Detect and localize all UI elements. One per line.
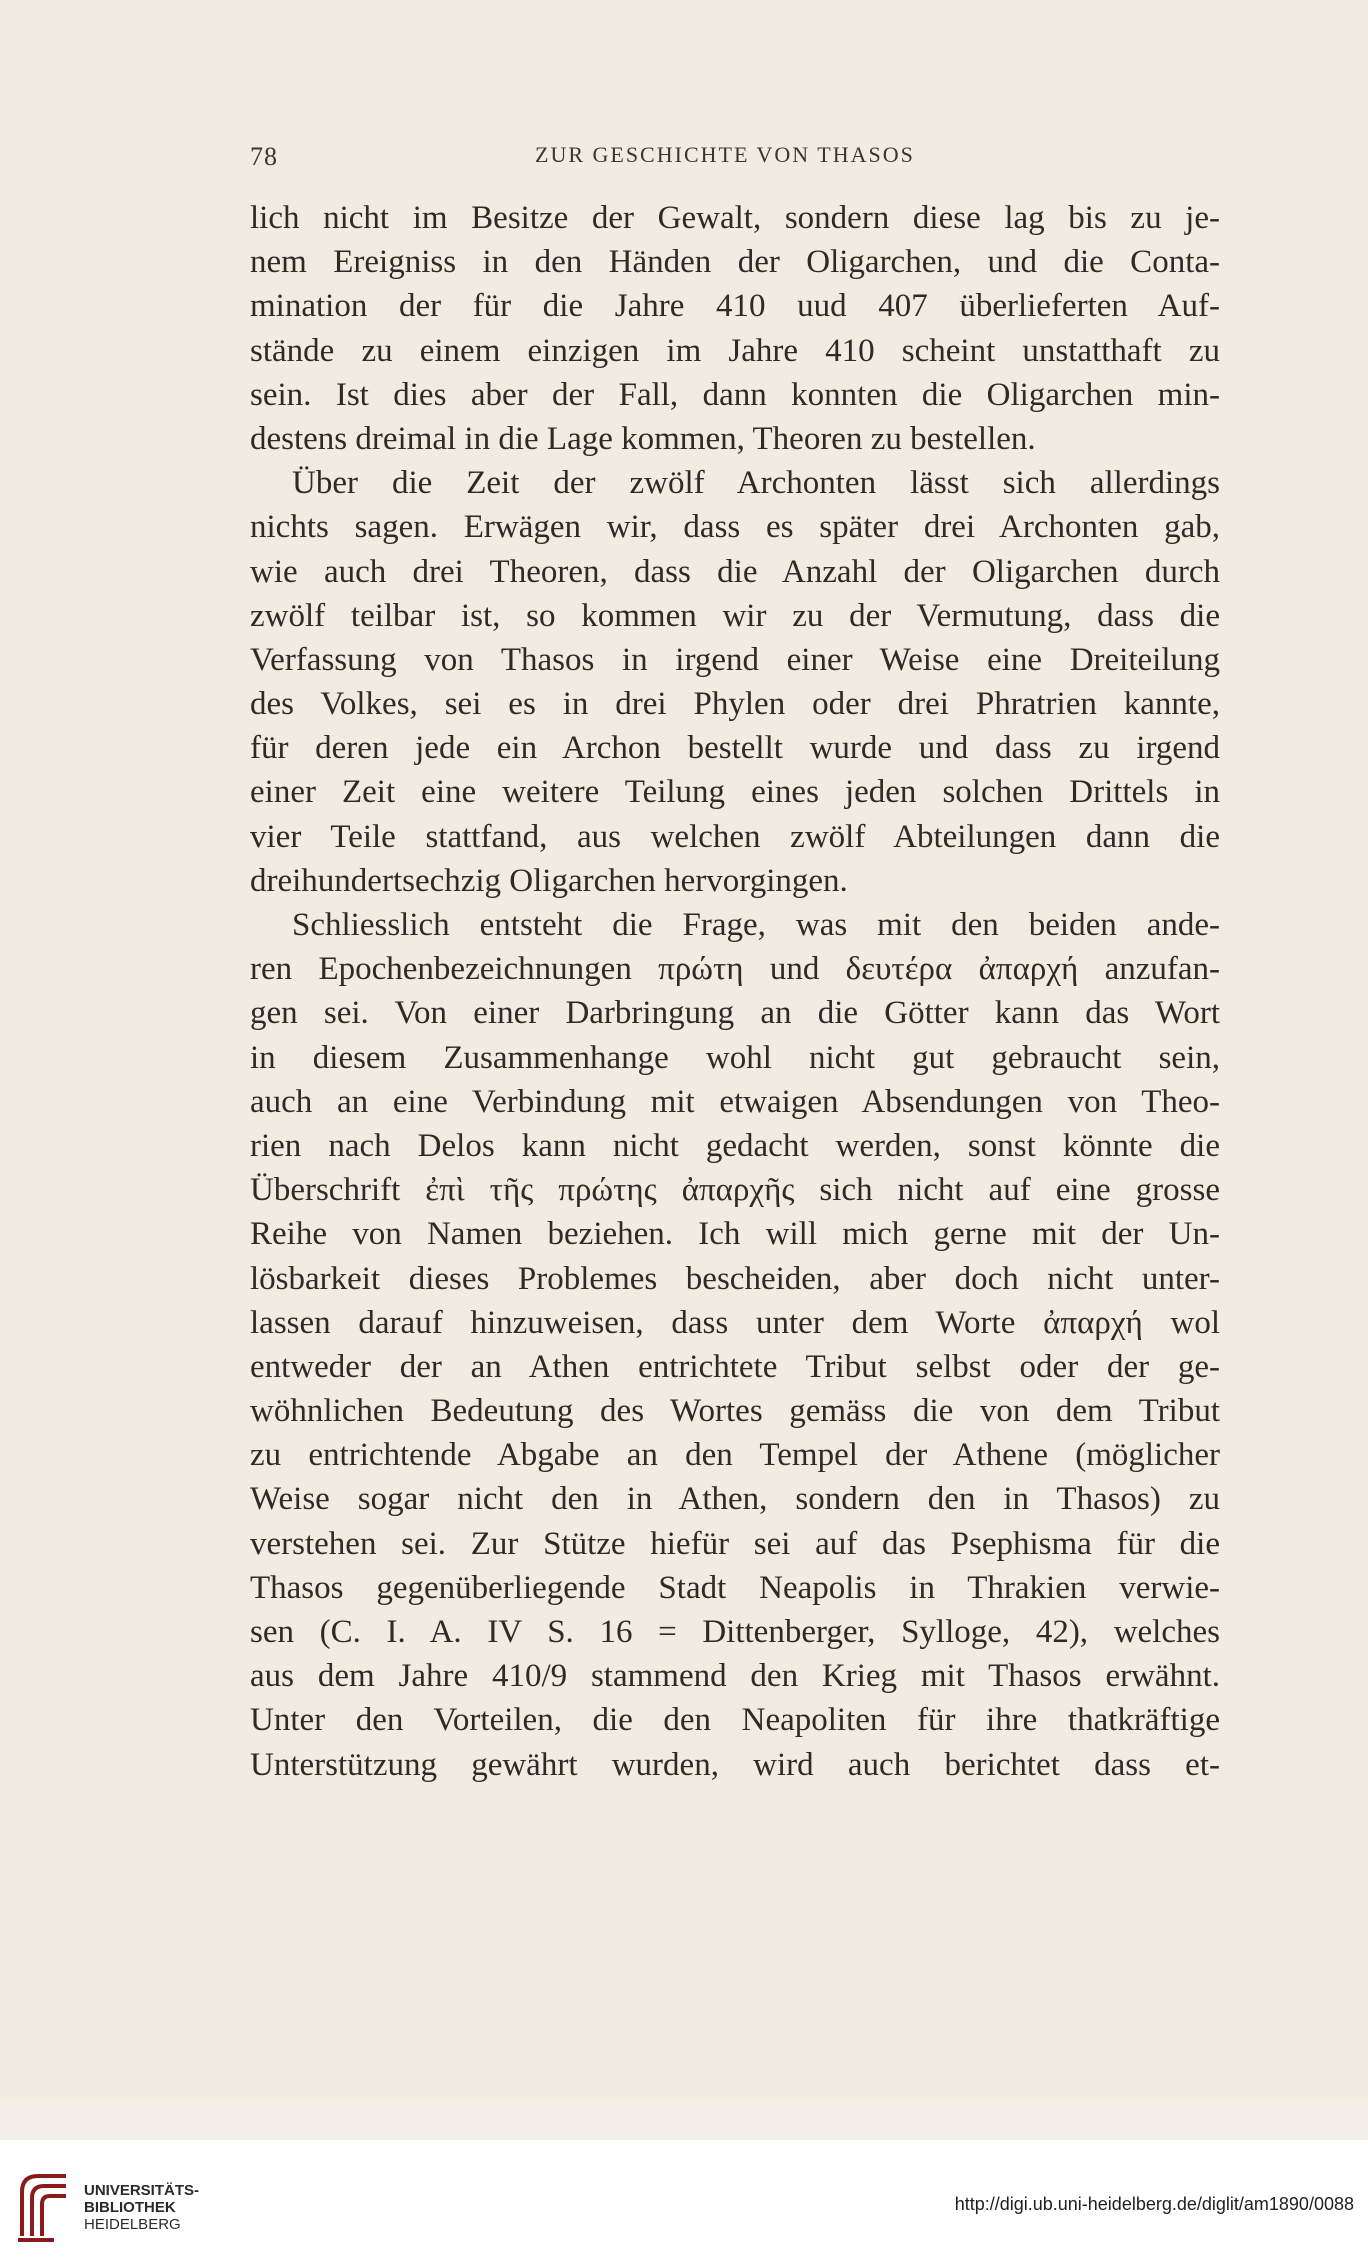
body-text [250, 196, 1220, 1787]
text-line: Thasos gegenüberliegende Stadt Neapolis in Thrakien verwie- [250, 1569, 1220, 1606]
footer-bar [0, 2140, 1368, 2265]
text-line: ren Epochenbezeichnungen πρώτη und δευτέρα ἀπαρχή anzufan- [250, 951, 1220, 988]
text-line: lassen darauf hinzuweisen, dass unter dem Worte ἀπαρχή wol [250, 1304, 1220, 1341]
text-line: in diesem Zusammenhange wohl nicht gut gebraucht sein, [250, 1039, 1220, 1076]
text-line: auch an eine Verbindung mit etwaigen Absendungen von Theo- [250, 1083, 1220, 1120]
text-line: nichts sagen. Erwägen wir, dass es später drei Archonten gab, [250, 509, 1220, 546]
text-line: Weise sogar nicht den in Athen, sondern den in Thasos) zu [250, 1481, 1220, 1518]
institution-name [84, 2182, 199, 2233]
text-line: vier Teile stattfand, aus welchen zwölf Abteilungen dann die [250, 818, 1220, 855]
text-line: Verfassung von Thasos in irgend einer Weise eine Dreiteilung [250, 641, 1220, 678]
text-line: gen sei. Von einer Darbringung an die Götter kann das Wort [250, 995, 1220, 1032]
text-line: Unterstützung gewährt wurden, wird auch berichtet dass et- [250, 1746, 1220, 1783]
text-line: zwölf teilbar ist, so kommen wir zu der Vermutung, dass die [250, 597, 1220, 634]
text-line: aus dem Jahre 410/9 stammend den Krieg mit Thasos erwähnt. [250, 1658, 1220, 1695]
text-line: sen (C. I. A. IV S. 16 = Dittenberger, Sylloge, 42), welches [250, 1614, 1220, 1650]
text-line: Unter den Vorteilen, die den Neapoliten für ihre thatkräftige [250, 1702, 1220, 1739]
page-number: 78 [250, 142, 278, 171]
text-line: Schliesslich entsteht die Frage, was mit den beiden ande- [292, 907, 1220, 943]
text-line: destens dreimal in die Lage kommen, Theoren zu bestellen. [250, 420, 1036, 457]
text-line: verstehen sei. Zur Stütze hiefür sei auf das Psephisma für die [250, 1525, 1220, 1562]
text-line: sein. Ist dies aber der Fall, dann konnten die Oligarchen min- [250, 376, 1220, 413]
text-line: wöhnlichen Bedeutung des Wortes gemäss die von dem Tribut [250, 1393, 1220, 1430]
text-line: einer Zeit eine weitere Teilung eines jeden solchen Drittels in [250, 774, 1220, 811]
text-line: für deren jede ein Archon bestellt wurde und dass zu irgend [250, 730, 1220, 767]
library-logo-icon [14, 2166, 74, 2244]
text-line: wie auch drei Theoren, dass die Anzahl der Oligarchen durch [250, 553, 1220, 590]
text-line: nem Ereigniss in den Händen der Oligarchen, und die Conta- [250, 244, 1220, 281]
text-line: des Volkes, sei es in drei Phylen oder drei Phratrien kannte, [250, 686, 1220, 723]
text-line: rien nach Delos kann nicht gedacht werden, sonst könnte die [250, 1127, 1220, 1164]
institution-line-1: UNIVERSITÄTS- [84, 2182, 200, 2199]
text-line: lich nicht im Besitze der Gewalt, sondern diese lag bis zu je- [250, 200, 1220, 236]
text-line: entweder der an Athen entrichtete Tribut selbst oder der ge- [250, 1348, 1220, 1385]
text-line: Reihe von Namen beziehen. Ich will mich gerne mit der Un- [250, 1216, 1220, 1253]
text-line: dreihundertsechzig Oligarchen hervorgingen. [250, 862, 848, 899]
text-line: Über die Zeit der zwölf Archonten lässt sich allerdings [292, 465, 1220, 502]
institution-line-3: HEIDELBERG [84, 2216, 181, 2233]
text-line: zu entrichtende Abgabe an den Tempel der Athene (möglicher [250, 1437, 1220, 1474]
running-head: ZUR GESCHICHTE VON THASOS [535, 142, 915, 167]
text-line: mination der für die Jahre 410 uud 407 überlieferten Auf- [250, 288, 1220, 325]
text-line: lösbarkeit dieses Problemes bescheiden, aber doch nicht unter- [250, 1260, 1220, 1297]
page-header [250, 142, 1220, 182]
text-line: stände zu einem einzigen im Jahre 410 scheint unstatthaft zu [250, 332, 1220, 369]
source-url-link[interactable]: http://digi.ub.uni-heidelberg.de/diglit/am1890/0088 [954, 2194, 1354, 2214]
text-line: Überschrift ἐπὶ τῆς πρώτης ἀπαρχῆς sich nicht auf eine grosse [250, 1172, 1220, 1209]
institution-line-2: BIBLIOTHEK [84, 2199, 176, 2216]
